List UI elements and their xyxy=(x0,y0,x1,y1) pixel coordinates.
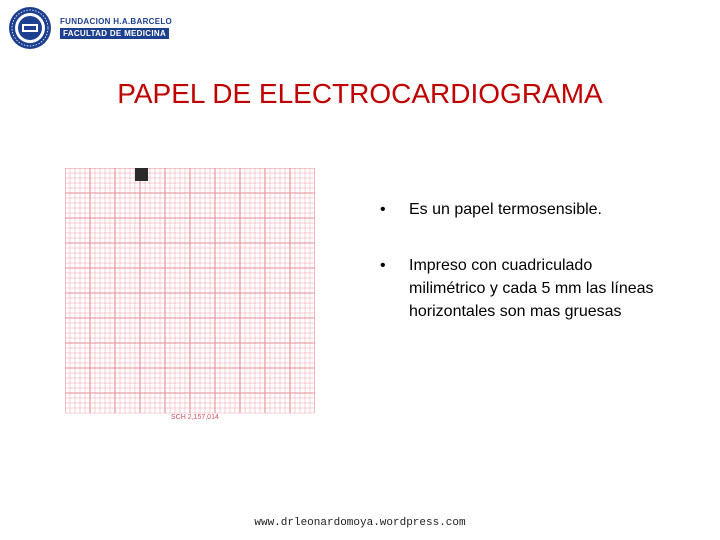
ecg-paper-caption: SCH 2,157,014 xyxy=(171,414,219,421)
institution-logo xyxy=(8,6,173,50)
bullet-text: Impreso con cuadriculado milimétrico y cada 5 mm las líneas horizontales son mas gruesas xyxy=(409,257,654,320)
bullet-marker: • xyxy=(380,201,386,218)
bullet-text: Es un papel termosensible. xyxy=(409,201,602,218)
bullet-item xyxy=(380,254,670,323)
slide-title: PAPEL DE ELECTROCARDIOGRAMA xyxy=(117,78,603,109)
logo-foundation-name: FUNDACION H.A.BARCELO xyxy=(60,17,173,26)
bullet-marker: • xyxy=(380,257,386,274)
calibration-marker xyxy=(135,168,148,181)
bullet-list xyxy=(380,198,670,356)
logo-faculty-name: FACULTAD DE MEDICINA xyxy=(60,28,169,39)
university-seal-icon xyxy=(8,6,52,50)
ecg-paper-image xyxy=(65,168,315,425)
bullet-item xyxy=(380,198,670,221)
footer-url: www.drleonardomoya.wordpress.com xyxy=(254,517,466,529)
